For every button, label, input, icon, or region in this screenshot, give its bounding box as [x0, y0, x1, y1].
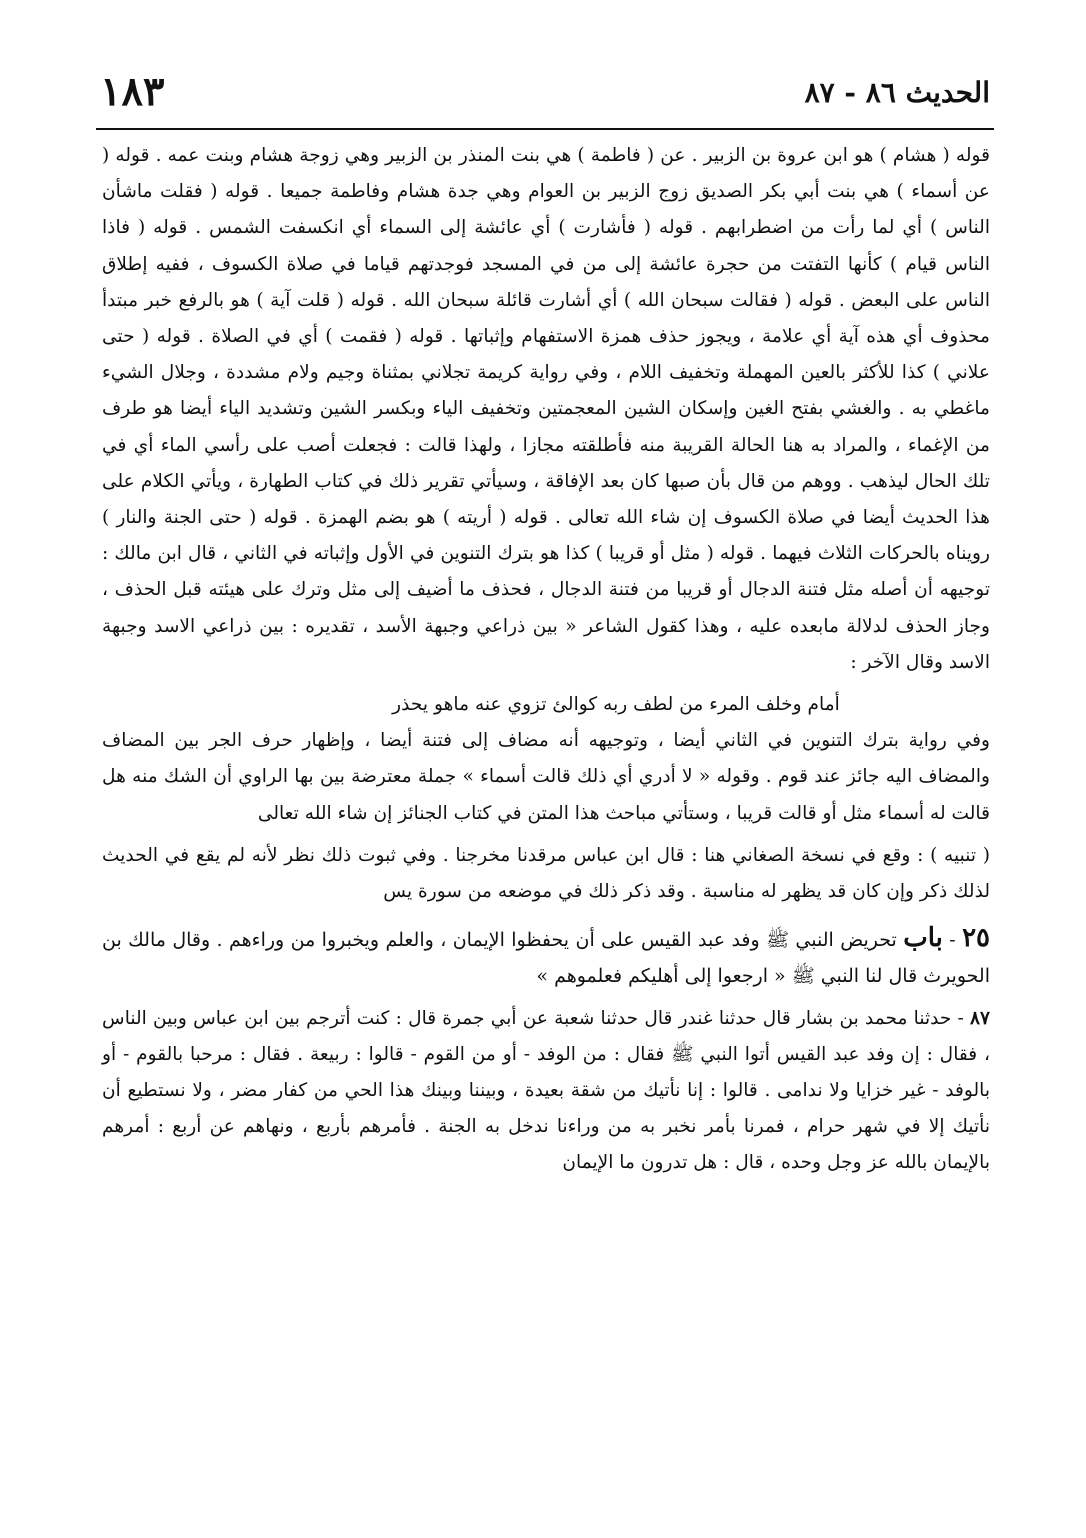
hadith-number: ٨٧ [970, 1007, 990, 1029]
note-paragraph: ( تنبيه ) : وقع في نسخة الصغاني هنا : قال ابن عباس مرقدنا مخرجنا . وفي ثبوت ذلك نظر لأنه لم يقع في الحديث لذلك ذكر وإن كان قد يظهر له مناسبة . وقد ذكر ذلك في موضعه من سورة يس [102, 844, 990, 903]
chapter-number: ٢٥ [962, 923, 991, 954]
header-rule [96, 128, 994, 130]
poetry-verse: أمام وخلف المرء من لطف ربه كوالئ تزوي عنه ماهو يحذر [392, 694, 840, 716]
hadith-paragraph [102, 1001, 990, 1182]
page-number: ١٨٣ [100, 68, 165, 115]
chapter-dash: - [942, 929, 963, 952]
commentary-paragraph: قوله ( هشام ) هو ابن عروة بن الزبير . عن ( فاطمة ) هي بنت المنذر بن الزبير وهي زوجة هشام وبنت عمه . قوله ( عن أسماء ) هي بنت أبي بكر الصديق زوج الزبير بن العوام وهي جدة هشام وفاطمة جميعا . قوله ( فقلت ماشأن الناس ) أي لما رأت من اضطرابهم . قوله ( فأشارت ) أي عائشة إلى السماء أي انكسفت الشمس . قوله ( فاذا الناس قيام ) كأنها التفتت من حجرة عائشة إلى من في المسجد فوجدتهم قياما في صلاة الكسوف ، ففيه إطلاق الناس على البعض . قوله ( فقالت سبحان الله ) أي أشارت قائلة سبحان الله . قوله ( قلت آية ) هو بالرفع خبر مبتدأ محذوف أي هذه آية أي علامة ، ويجوز حذف همزة الاستفهام وإثباتها . قوله ( فقمت ) أي في الصلاة . قوله ( حتى علاني ) كذا للأكثر بالعين المهملة وتخفيف اللام ، وفي رواية كريمة تجلاني بمثناة وجيم ولام مشددة ، وجلال الشيء ماغطي به . والغشي بفتح الغين وإسكان الشين المعجمتين وتخفيف الياء وبكسر الشين وتشديد الياء أيضا هو طرف من الإغماء ، والمراد به هنا الحالة القريبة منه فأطلقته مجازا ، ولهذا قالت : فجعلت أصب على رأسي الماء أي في تلك الحال ليذهب . ووهم من قال بأن صبها كان بعد الإفاقة ، وسيأتي تقرير ذلك في كتاب الطهارة ، ويأتي الكلام على هذا الحديث أيضا في صلاة الكسوف إن شاء الله تعالى . قوله ( أريته ) هو بضم الهمزة . قوله ( حتى الجنة والنار ) رويناه بالحركات الثلاث فيهما . قوله ( مثل أو قريبا ) كذا هو بترك التنوين في الأول وإثباته في الثاني ، قال ابن مالك : توجيهه أن أصله مثل فتنة الدجال أو قريبا من فتنة الدجال ، فحذف ما أضيف إلى مثل وترك على هيئته قبل الحذف ، وجاز الحذف لدلالة مابعده عليه ، وهذا كقول الشاعر « بين ذراعي وجبهة الأسد ، تقديره : بين ذراعي الاسد وجبهة الاسد وقال الآخر : [102, 145, 990, 673]
page-header [100, 68, 990, 120]
commentary-paragraph: وفي رواية بترك التنوين في الثاني أيضا ، وتوجيهه أنه مضاف إلى فتنة أيضا ، وإظهار حرف الجر بين المضاف والمضاف اليه جائز عند قوم . وقوله « لا أدري أي ذلك قالت أسماء » جملة معترضة بين بها الراوي أن الشك منه هل قالت له أسماء مثل أو قالت قريبا ، وستأتي مباحث هذا المتن في كتاب الجنائز إن شاء الله تعالى [102, 730, 990, 824]
chapter-heading [102, 920, 990, 994]
running-title: الحديث ٨٦ - ٨٧ [804, 76, 990, 109]
chapter-title: تحريض النبي ﷺ وفد عبد القيس على أن يحفظوا الإيمان ، والعلم ويخبروا من وراءهم . وقال مالك بن الحويرث قال لنا النبي ﷺ « ارجعوا إلى أهليكم فعلموهم » [102, 929, 990, 988]
chapter-bab-label: باب [903, 923, 943, 954]
page-body [102, 138, 990, 1182]
hadith-text: - حدثنا محمد بن بشار قال حدثنا غندر قال حدثنا شعبة عن أبي جمرة قال : كنت أترجم بين ابن عباس وبين الناس ، فقال : إن وفد عبد القيس أتوا النبي ﷺ فقال : من الوفد - أو من القوم - قالوا : ربيعة . فقال : مرحبا بالقوم - أو بالوفد - غير خزايا ولا ندامى . قالوا : إنا نأتيك من شقة بعيدة ، وبيننا وبينك هذا الحي من كفار مضر ، ولا نستطيع أن نأتيك إلا في شهر حرام ، فمرنا بأمر نخبر به من وراءنا ندخل به الجنة . فأمرهم بأربع ، ونهاهم عن أربع : أمرهم بالإيمان بالله عز وجل وحده ، قال : هل تدرون ما الإيمان [102, 1007, 990, 1174]
